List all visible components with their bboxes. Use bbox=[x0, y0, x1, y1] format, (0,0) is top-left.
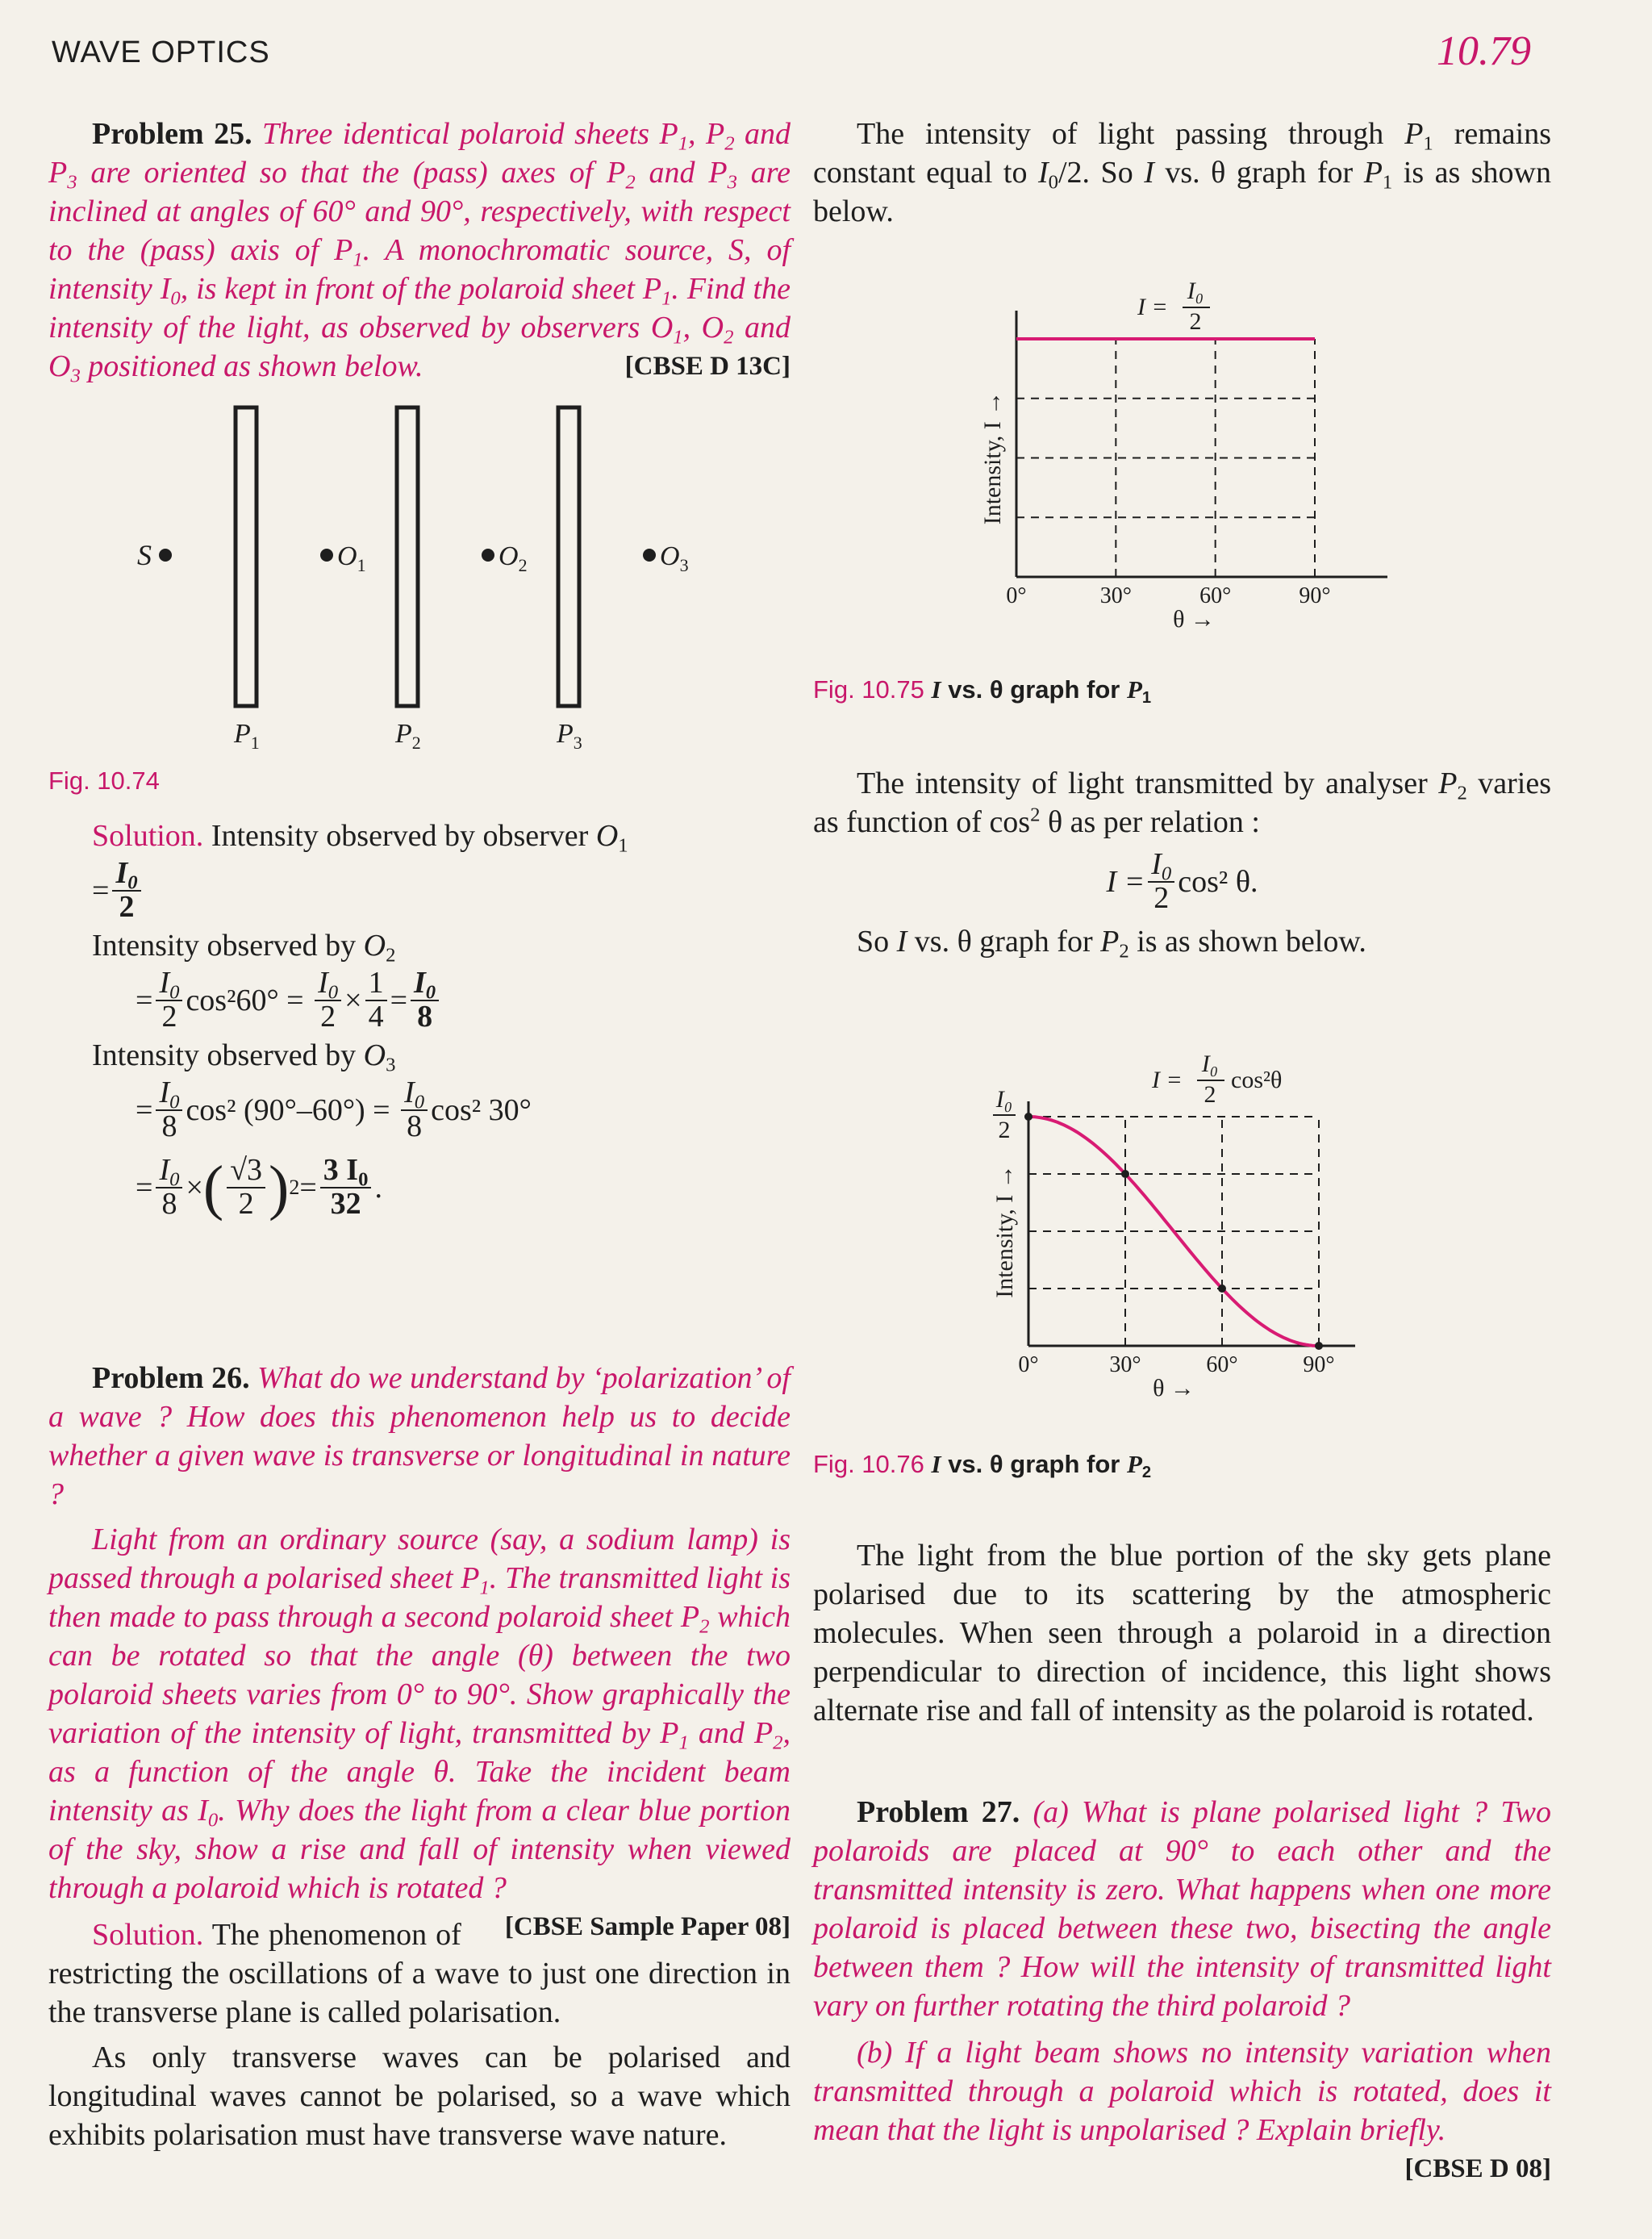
solution-26-label: Solution. bbox=[92, 1918, 204, 1952]
curve-label-numerator: I₀ bbox=[1187, 278, 1204, 304]
problem-27-part-b: (b) If a light beam shows no intensity variation when transmitted through a polaroid which is rotated, does it mean that the light is unpolarised ? Explain briefly. [CBSE D 08] bbox=[813, 2033, 1551, 2149]
data-point bbox=[1024, 1113, 1032, 1121]
solution-26-text: Solution. The phenomenon of restricting the oscillations of a wave to just one direction in the transverse plane is called polarisation. bbox=[48, 1918, 791, 2029]
data-point bbox=[1315, 1342, 1323, 1350]
equation-o2: = $\frac{I_0}{2}$ cos²60° = $\frac{I_0}{2}$ × $\frac{1}{4}$ = $\frac{I_0}{8}$ bbox=[48, 965, 791, 1036]
problem-25-label: Problem 25. bbox=[92, 117, 252, 151]
grid-lines bbox=[1016, 339, 1315, 577]
x-tick-label: 0° bbox=[1006, 583, 1027, 608]
equation-o1: = $\frac{I_0}{2}$ bbox=[48, 855, 791, 926]
curve-label-numerator: I₀ bbox=[1201, 1051, 1219, 1077]
y-tick-label bbox=[993, 1086, 1016, 1143]
label-o2: $O_2$ bbox=[499, 541, 528, 575]
solution-25-label: Solution. bbox=[92, 819, 204, 853]
label-p3: $P_3$ bbox=[557, 719, 582, 753]
observer-dot-o2 bbox=[482, 549, 494, 562]
curve-label bbox=[1137, 278, 1210, 335]
fig-10-76-caption: Fig. 10.76 I vs. θ graph for $P_2$ bbox=[813, 1450, 1152, 1482]
x-tick-label: 60° bbox=[1199, 583, 1232, 608]
fig-10-75-caption: Fig. 10.75 I vs. θ graph for $P_1$ bbox=[813, 675, 1152, 708]
relation-equation: I = $\frac{I_0}{2}$ cos² θ. bbox=[1106, 847, 1258, 915]
problem-25-ref: [CBSE D 13C] bbox=[624, 352, 791, 381]
label-o1: $O_1$ bbox=[337, 541, 366, 575]
curve-label-lhs: I = bbox=[1137, 294, 1168, 320]
right-paragraph-1: The intensity of light passing through $P_1$ remains constant equal to $I_0/2$. So I vs. θ graph for $P_1$ is as shown below. bbox=[813, 117, 1552, 228]
x-tick-label: 90° bbox=[1303, 1352, 1335, 1377]
x-axis-label: θ → bbox=[1173, 606, 1215, 633]
curve-label-lhs: I = bbox=[1152, 1067, 1183, 1093]
y-axis-label: Intensity, I → bbox=[979, 391, 1006, 525]
x-tick-label: 30° bbox=[1109, 1352, 1141, 1377]
data-point bbox=[1218, 1285, 1226, 1293]
data-point bbox=[1121, 1170, 1129, 1178]
solution-26-text-2: As only transverse waves can be polarised and longitudinal waves cannot be polarised, so a wave which exhibits polarisation must have transverse wave nature. bbox=[48, 2041, 791, 2152]
y-tick-denominator: 2 bbox=[998, 1117, 1011, 1143]
problem-27-label: Problem 27. bbox=[857, 1795, 1020, 1829]
equation-o3: = $\frac{I_0}{8}$ cos² (90°–60°) = $\frac{I_0}{8}$ cos² 30° bbox=[136, 1076, 532, 1143]
curve-label bbox=[1151, 1051, 1282, 1108]
curve-label-denominator: 2 bbox=[1204, 1081, 1216, 1108]
label-o3: $O_3$ bbox=[660, 541, 689, 575]
observer-dot-o3 bbox=[643, 549, 656, 562]
right-paragraph-2: The intensity of light transmitted by analyser $P_2$ varies as function of $\cos^2 \theta$ as per relation : I = $\frac{I_0}{2}$ cos² θ. So I vs. θ graph for $P_2$ is as shown below. bbox=[813, 767, 1551, 963]
x-tick-label: 60° bbox=[1206, 1352, 1238, 1377]
y-axis-label: Intensity, I → bbox=[991, 1164, 1018, 1298]
problem-27-part-a: (a) What is plane polarised light ? Two polaroids are placed at 90° to each other and the transmitted intensity is zero. What happens when one more polaroid is placed between these two, bisecting the angle between them ? How will the intensity of transmitted light vary on further rotating the third polaroid ? bbox=[813, 1795, 1552, 2023]
problem-25 bbox=[48, 115, 791, 386]
source-dot bbox=[159, 549, 172, 562]
fig-10-74-diagram bbox=[48, 399, 791, 779]
x-axis-label: θ → bbox=[1153, 1375, 1195, 1401]
fig-10-76-chart bbox=[936, 1025, 1420, 1412]
fig-10-74-caption: Fig. 10.74 bbox=[48, 767, 160, 795]
x-tick-label: 30° bbox=[1099, 583, 1132, 608]
problem-26-paragraph: Light from an ordinary source (say, a sodium lamp) is passed through a polarised sheet $P_1$. The transmitted light is then made to pass through a second polaroid sheet $P_2$ which can be rotated so that the angle (θ) between the two polaroid sheets varies from 0° to 90°. Show graphically the variation of the intensity of light, transmitted by $P_1$ and $P_2$, as a function of the angle θ. Take the incident beam intensity as $I_0$. Why does the light from a clear blue portion of the sky, show a rise and fall of intensity when viewed through a polaroid which is rotated ? [CBSE Sample Paper 08] bbox=[48, 1520, 791, 1907]
curve-label-cos: cos²θ bbox=[1231, 1067, 1283, 1093]
x-tick-label: 0° bbox=[1018, 1352, 1039, 1377]
x-tick-label: 90° bbox=[1299, 583, 1331, 608]
observer-dot-o1 bbox=[320, 549, 333, 562]
polaroid-sheet-p3 bbox=[558, 407, 579, 706]
problem-27-ref: [CBSE D 08] bbox=[1404, 2154, 1551, 2183]
problem-25-text: Three identical polaroid sheets $P_1$, $P_2$ and $P_3$ are oriented so that the (pass) axes of $P_2$ and $P_3$ are inclined at angles of 60° and 90°, respectively, with respect to the (pass) axis of $P_1$. A monochromatic source, S, of intensity $I_0$, is kept in front of the polaroid sheet $P_1$. Find the intensity of the light, as observed by observers $O_1$, $O_2$ and $O_3$ positioned as shown below. bbox=[48, 117, 791, 387]
right-paragraph-4: The light from the blue portion of the sky gets plane polarised due to its scattering by the atmospheric molecules. When seen through a polaroid in a direction perpendicular to direction of incidence, this light shows alternate rise and fall of intensity as the polaroid is rotated. bbox=[813, 1539, 1551, 1727]
problem-26-label: Problem 26. bbox=[92, 1361, 250, 1395]
problem-26-question: What do we understand by ‘polarization’ of a wave ? How does this phenomenon help us to decide whether a given wave is transverse or longitudinal in nature ? bbox=[48, 1361, 791, 1511]
equation-o3-result: = $\frac{I_0}{8}$ × ( $\frac{√3}{2}$ ) 2 = $\frac{3 I_0}{32}$ . bbox=[136, 1153, 382, 1222]
polaroid-sheet-p2 bbox=[397, 407, 418, 706]
y-tick-numerator: I₀ bbox=[995, 1086, 1013, 1113]
curve-label-denominator: 2 bbox=[1189, 308, 1202, 335]
running-header: WAVE OPTICS bbox=[52, 36, 270, 69]
problem-26-ref: [CBSE Sample Paper 08] bbox=[504, 1912, 791, 1941]
label-p2: $P_2$ bbox=[395, 719, 421, 753]
fig-10-75-chart bbox=[968, 266, 1420, 645]
label-p1: $P_1$ bbox=[234, 719, 260, 753]
solution-25: Solution. Intensity observed by observer $O_1$ = $\frac{I_0}{2}$ Intensity observed by $O_2$ = $\frac{I_0}{2}$ cos²60° = $\frac{I_0}{2}$ × $\frac{1}{4}$ = $\frac{I_0}{8}$ Intensity observed by $O_3$ = $\frac{I_0}{8}$ cos² (90°–60°) = $\frac{I_0}{8}$ cos² 30° = $\frac{I_0}{8}$ × ( $\frac{√3}{2}$ ) 2 = $\frac{3 I_0}{32}$ . bbox=[48, 817, 791, 1230]
problem-26 bbox=[48, 1359, 791, 2154]
problem-27 bbox=[813, 1793, 1551, 2188]
source-label: S bbox=[137, 539, 152, 571]
page-number: 10.79 bbox=[1437, 28, 1531, 74]
polaroid-sheet-p1 bbox=[236, 407, 257, 706]
